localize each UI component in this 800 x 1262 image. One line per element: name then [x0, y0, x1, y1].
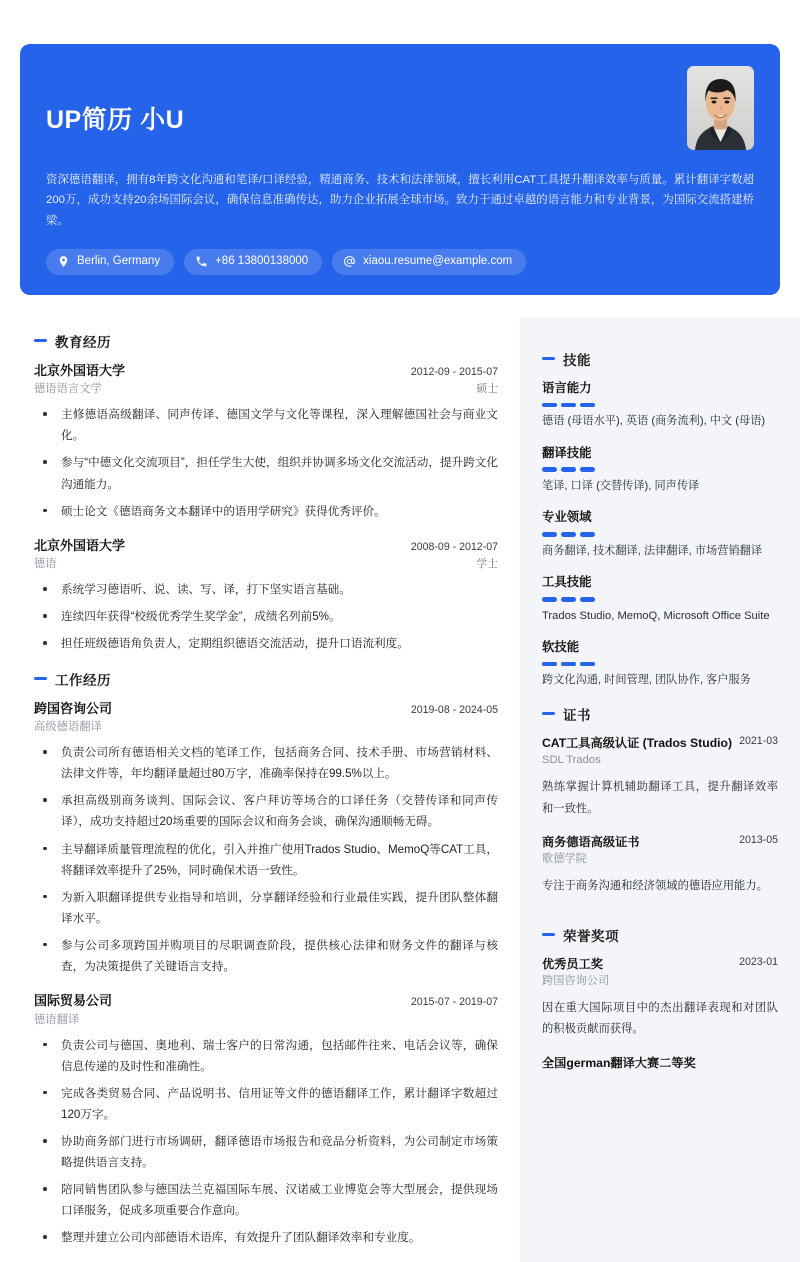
- certificate-description: 熟练掌握计算机辅助翻译工具，提升翻译效率和一致性。: [542, 781, 778, 815]
- section-awards: [542, 911, 778, 1085]
- award-name: 优秀员工奖: [542, 956, 603, 971]
- entry-subtitle-row: [34, 1011, 498, 1029]
- contact-chip-email[interactable]: [332, 249, 526, 275]
- certificate-item: [542, 833, 778, 898]
- contact-chip-list: [46, 249, 754, 275]
- contact-location-text: Berlin, Germany: [77, 254, 161, 267]
- award-title-row: [542, 1054, 778, 1072]
- section-title: 教育经历: [55, 334, 111, 350]
- entry-title-row: [34, 699, 498, 719]
- entry-date: 2015-07 - 2019-07: [410, 996, 498, 1009]
- list-item: 参与公司多项跨国并购项目的尽职调查阶段，提供核心法律和财务文件的翻译与核查，为决策提供了关键语言支持。: [34, 935, 498, 977]
- award-title-row: [542, 955, 778, 973]
- skill-description: 笔译, 口译 (交替传译), 同声传译: [542, 479, 700, 492]
- list-item: 系统学习德语听、说、读、写、译，打下坚实语言基础。: [34, 579, 498, 600]
- skill-description: 德语 (母语水平), 英语 (商务流利), 中文 (母语): [542, 415, 766, 428]
- award-issuer: 跨国咨询公司: [542, 974, 610, 987]
- list-item: 为新入职翻译提供专业指导和培训，分享翻译经验和行业最佳实践，提升团队整体翻译水平。: [34, 887, 498, 929]
- list-item: 参与“中德文化交流项目”，担任学生大使，组织并协调多场文化交流活动，提升跨文化沟通能力。: [34, 452, 498, 494]
- certificate-item: [542, 734, 778, 820]
- list-item: 主导翻译质量管理流程的优化，引入并推广使用Trados Studio、MemoQ等CAT工具，将翻译效率提升了25%，同时确保术语一致性。: [34, 839, 498, 881]
- section-education: [34, 331, 498, 655]
- section-dash-icon: [34, 339, 47, 342]
- skill-level-indicator: [542, 403, 778, 408]
- entry-subtitle: 高级德语翻译: [34, 721, 102, 734]
- entry-subtitle-row: [34, 718, 498, 736]
- skill-group: [542, 379, 778, 431]
- award-item: [542, 1054, 778, 1072]
- certificate-title-row: [542, 734, 778, 752]
- skill-name: 工具技能: [542, 575, 592, 590]
- header-top-row: [46, 70, 754, 154]
- avatar: [687, 66, 754, 150]
- entry-title-row: [34, 361, 498, 381]
- skill-description: 跨文化沟通, 时间管理, 团队协作, 客户服务: [542, 674, 751, 687]
- award-item: [542, 955, 778, 1041]
- entry-organization: 国际贸易公司: [34, 993, 113, 1009]
- entry-bullet-list: [34, 1035, 498, 1249]
- skill-group: [542, 508, 778, 560]
- entry-subtitle: 德语翻译: [34, 1013, 80, 1026]
- certificate-description: 专注于商务沟通和经济领域的德语应用能力。: [542, 880, 768, 893]
- section-work-experience: [34, 669, 498, 1249]
- certificate-title-row: [542, 833, 778, 851]
- section-title: 技能: [563, 352, 591, 368]
- entry-subtitle-row: [34, 555, 498, 573]
- section-header: [34, 669, 498, 689]
- entry-degree: 硕士: [476, 383, 498, 396]
- section-dash-icon: [542, 712, 555, 715]
- entry-bullet-list: [34, 742, 498, 977]
- at-email-icon: [343, 255, 356, 268]
- entry-organization: 北京外国语大学: [34, 537, 126, 553]
- skill-name: 专业领域: [542, 510, 592, 525]
- section-header: [542, 704, 778, 724]
- portrait-photo-icon: [687, 66, 754, 150]
- entry-bullet-list: [34, 579, 498, 654]
- list-item: 担任班级德语角负责人，定期组织德语交流活动，提升口语流利度。: [34, 633, 498, 654]
- section-title: 证书: [563, 707, 591, 723]
- list-item: 负责公司所有德语相关文档的笔译工作，包括商务合同、技术手册、市场营销材料、法律文件等，年均翻译量超过80万字，准确率保持在99.5%以上。: [34, 742, 498, 784]
- skill-level-indicator: [542, 467, 778, 472]
- section-title: 荣誉奖项: [563, 928, 619, 944]
- entry-subtitle: 德语语言文学: [34, 383, 102, 396]
- section-header: [34, 331, 498, 351]
- list-item: 承担高级别商务谈判、国际会议、客户拜访等场合的口译任务（交替传译和同声传译），成功支持超过20场重要的国际会议和商务会谈，确保沟通顺畅无碍。: [34, 790, 498, 832]
- entry-title-row: [34, 536, 498, 556]
- section-dash-icon: [542, 357, 555, 360]
- list-item: 硕士论文《德语商务文本翻译中的语用学研究》获得优秀评价。: [34, 501, 498, 522]
- certificate-name: CAT工具高级认证 (Trados Studio): [542, 735, 733, 750]
- location-pin-icon: [57, 255, 70, 268]
- list-item: 陪同销售团队参与德国法兰克福国际车展、汉诺威工业博览会等大型展会，提供现场口译服务，促成多项重要合作意向。: [34, 1179, 498, 1221]
- entry-date: 2019-08 - 2024-05: [410, 703, 498, 716]
- entry-organization: 跨国咨询公司: [34, 700, 113, 716]
- entry-subtitle: 德语: [34, 558, 57, 571]
- contact-chip-location[interactable]: [46, 249, 174, 275]
- resume-body: [0, 317, 800, 1262]
- section-dash-icon: [34, 677, 47, 680]
- skill-description: 商务翻译, 技术翻译, 法律翻译, 市场营销翻译: [542, 544, 763, 557]
- skill-name: 软技能: [542, 640, 580, 654]
- list-item: 整理并建立公司内部德语术语库，有效提升了团队翻译效率和专业度。: [34, 1227, 498, 1248]
- award-date: 2023-01: [739, 955, 778, 968]
- skill-group: [542, 638, 778, 690]
- sidebar-column: [520, 317, 800, 1262]
- section-skills: [542, 349, 778, 690]
- entry-degree: 学士: [476, 558, 498, 571]
- skill-name: 语言能力: [542, 380, 592, 395]
- section-dash-icon: [542, 933, 555, 936]
- work-entry: [34, 699, 498, 978]
- entry-organization: 北京外国语大学: [34, 362, 126, 378]
- entry-title-row: [34, 991, 498, 1011]
- certificate-date: 2013-05: [739, 833, 778, 846]
- contact-email-text: xiaou.resume@example.com: [363, 254, 513, 267]
- certificate-issuer: SDL Trados: [542, 754, 601, 767]
- list-item: 协助商务部门进行市场调研，翻译德语市场报告和竞品分析资料，为公司制定市场策略提供语言支持。: [34, 1131, 498, 1173]
- section-header: [542, 349, 778, 369]
- award-description: 因在重大国际项目中的杰出翻译表现和对团队的积极贡献而获得。: [542, 1001, 778, 1036]
- list-item: 连续四年获得“校级优秀学生奖学金”，成绩名列前5%。: [34, 606, 498, 627]
- certificate-date: 2021-03: [739, 734, 778, 747]
- award-name: 全国german翻译大赛二等奖: [542, 1055, 696, 1070]
- skill-group: [542, 444, 778, 496]
- entry-date: 2008-09 - 2012-07: [410, 540, 498, 553]
- section-certificates: [542, 704, 778, 898]
- contact-phone-text: +86 13800138000: [215, 254, 309, 267]
- skill-group: [542, 573, 778, 625]
- page-title: UP简历 小U: [46, 106, 185, 134]
- list-item: 主修德语高级翻译、同声传译、德国文学与文化等课程，深入理解德国社会与商业文化。: [34, 404, 498, 446]
- contact-chip-phone[interactable]: [184, 249, 322, 275]
- resume-header: [20, 44, 780, 295]
- certificate-issuer: 歌德学院: [542, 853, 587, 866]
- entry-subtitle-row: [34, 380, 498, 398]
- list-item: 完成各类贸易合同、产品说明书、信用证等文件的德语翻译工作，累计翻译字数超过120万字。: [34, 1083, 498, 1125]
- phone-icon: [195, 255, 208, 268]
- work-entry: [34, 991, 498, 1248]
- section-header: [542, 925, 778, 945]
- certificate-name: 商务德语高级证书: [542, 834, 640, 849]
- skill-description: Trados Studio, MemoQ, Microsoft Office Suite: [542, 609, 770, 622]
- entry-date: 2012-09 - 2015-07: [410, 365, 498, 378]
- skill-level-indicator: [542, 597, 778, 602]
- skill-level-indicator: [542, 532, 778, 537]
- skill-name: 翻译技能: [542, 445, 592, 460]
- profile-summary: 资深德语翻译，拥有8年跨文化沟通和笔译/口译经验，精通商务、技术和法律领域，擅长利用CAT工具提升翻译效率与质量。累计翻译字数超200万，成功支持20余场国际会议，确保信息准确传达，助力企业拓展全球市场。致力于通过卓越的语言能力和专业背景，为国际交流搭建桥梁。: [46, 174, 754, 227]
- main-column: [0, 317, 520, 1262]
- education-entry: [34, 536, 498, 655]
- list-item: 负责公司与德国、奥地利、瑞士客户的日常沟通，包括邮件往来、电话会议等，确保信息传递的及时性和准确性。: [34, 1035, 498, 1077]
- skill-level-indicator: [542, 662, 778, 667]
- entry-bullet-list: [34, 404, 498, 521]
- education-entry: [34, 361, 498, 522]
- section-title: 工作经历: [55, 672, 111, 688]
